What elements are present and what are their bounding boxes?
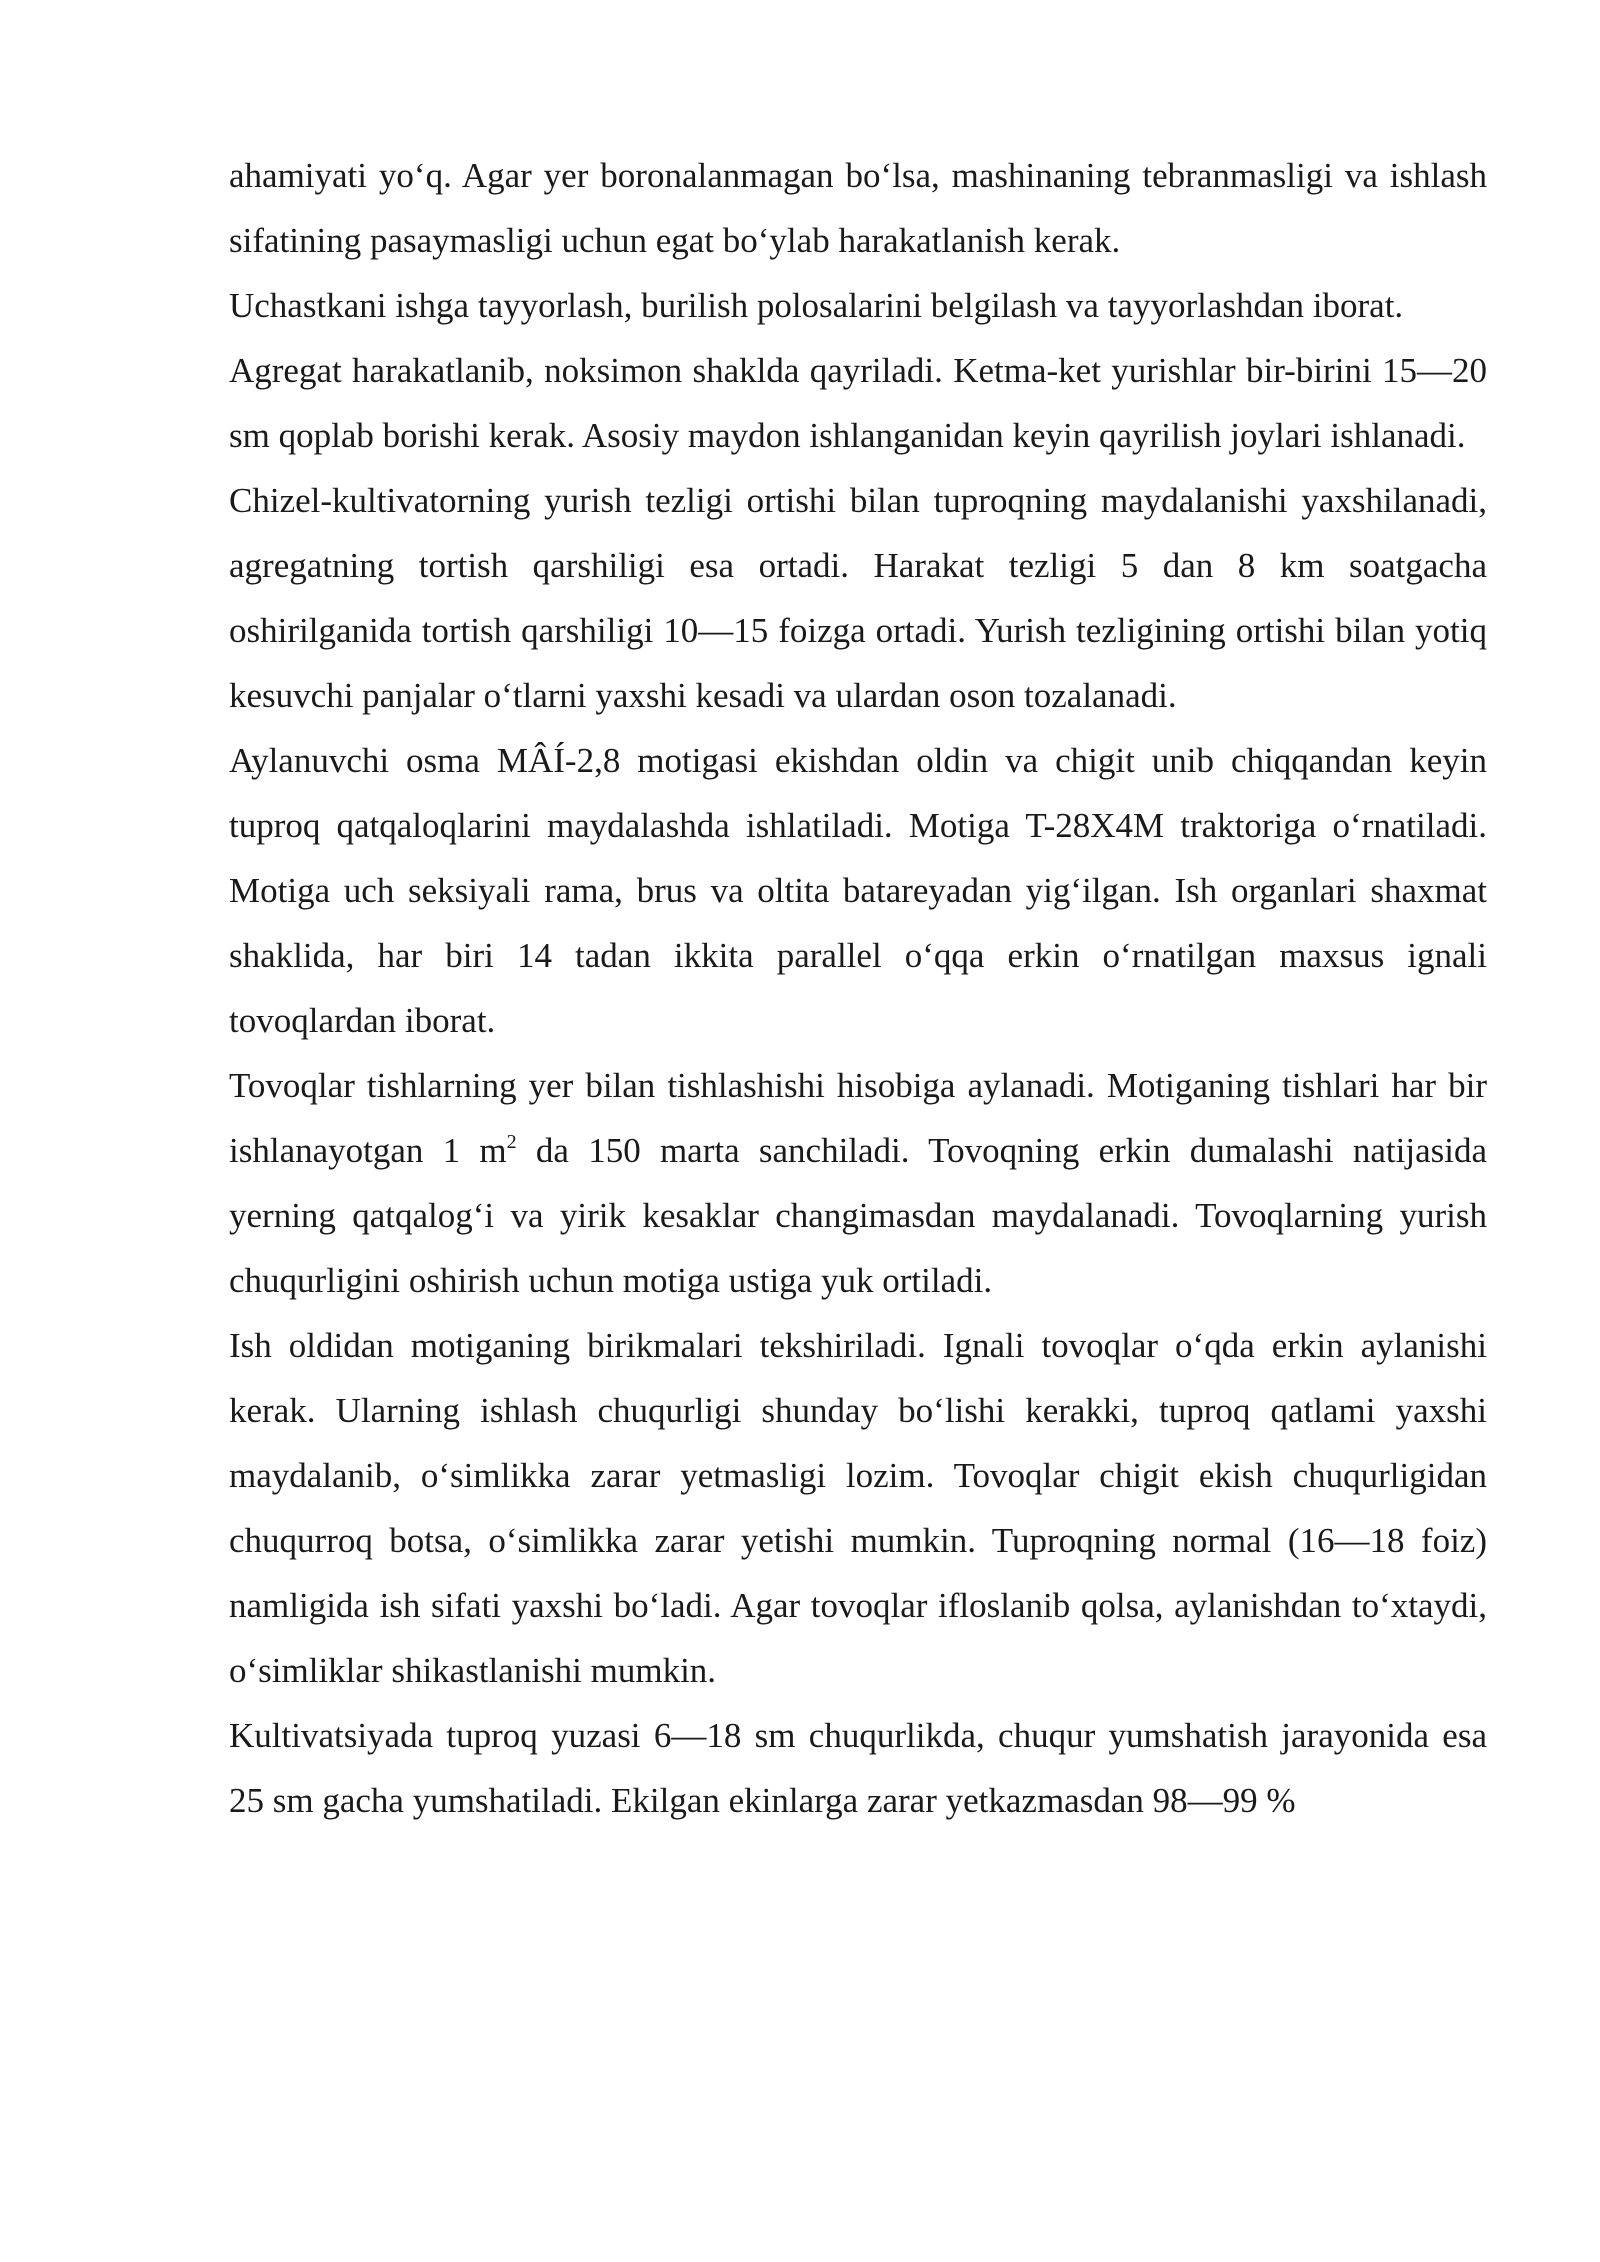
paragraph-7: Ish oldidan motiganing birikmalari tekshiriladi. Ignali tovoqlar o‘qda erkin aylanishi kerak. Ularning ishlash chuqurligi shunday bo‘lishi kerakki, tuproq qatlami yaxshi maydalanib, o‘simlikka zarar yetmasligi lozim. Tovoqlar chigit ekish chuqurligidan chuqurroq botsa, o‘simlikka zarar yetishi mumkin. Tuproqning normal (16—18 foiz) namligida ish sifati yaxshi bo‘ladi. Agar tovoqlar ifloslanib qolsa, aylanishdan to‘xtaydi, o‘simliklar shikastlanishi mumkin. [229, 1326, 1487, 1690]
body-text [229, 143, 1487, 1833]
paragraph-4: Chizel-kultivatorning yurish tezligi ortishi bilan tuproqning maydalanishi yaxshilanadi, agregatning tortish qarshiligi esa ortadi. Harakat tezligi 5 dan 8 km soatgacha oshirilganida tortish qarshiligi 10—15 foizga ortadi. Yurish tezligining ortishi bilan yotiq kesuvchi panjalar o‘tlarni yaxshi kesadi va ulardan oson tozalanadi. [229, 481, 1487, 715]
paragraph-5: Aylanuvchi osma MÂÍ-2,8 motigasi ekishdan oldin va chigit unib chiqqandan keyin tuproq qatqaloqlarini maydalashda ishlatiladi. Motiga T-28X4M traktoriga o‘rnatiladi. Motiga uch seksiyali rama, brus va oltita batareyadan yig‘ilgan. Ish organlari shaxmat shaklida, har biri 14 tadan ikkita parallel o‘qqa erkin o‘rnatilgan maxsus ignali tovoqlardan iborat. [229, 741, 1487, 1040]
paragraph-2: Uchastkani ishga tayyorlash, burilish polosalarini belgilash va tayyorlashdan iborat. [229, 286, 1404, 325]
paragraph-8: Kultivatsiyada tuproq yuzasi 6—18 sm chuqurlikda, chuqur yumshatish jarayonida esa 25 sm gacha yumshatiladi. Ekilgan ekinlarga zarar yetkazmasdan 98—99 % [229, 1716, 1487, 1820]
paragraph-3: Agregat harakatlanib, noksimon shaklda qayriladi. Ketma-ket yurishlar bir-birini 15—20 sm qoplab borishi kerak. Asosiy maydon ishlanganidan keyin qayrilish joylari ishlanadi. [229, 351, 1487, 455]
paragraph-1: ahamiyati yo‘q. Agar yer boronalanmagan bo‘lsa, mashinaning tebranmasligi va ishlash sifatining pasaymasligi uchun egat bo‘ylab harakatlanish kerak. [229, 156, 1487, 260]
paragraph-6 [229, 1053, 1487, 1313]
paragraph-6-text-before: Tovoqlar tishlarning yer bilan tishlashishi hisobiga aylanadi. Motiganing tishlari har bir ishlanayotgan 1 m [229, 1066, 1487, 1170]
square-superscript: 2 [506, 1131, 517, 1153]
paragraph-6-text-after: da 150 marta sanchiladi. Tovoqning erkin dumalashi natijasida yerning qatqalog‘i va yirik kesaklar changimasdan maydalanadi. Tovoqlarning yurish chuqurligini oshirish uchun motiga ustiga yuk ortiladi. [229, 1131, 1487, 1300]
